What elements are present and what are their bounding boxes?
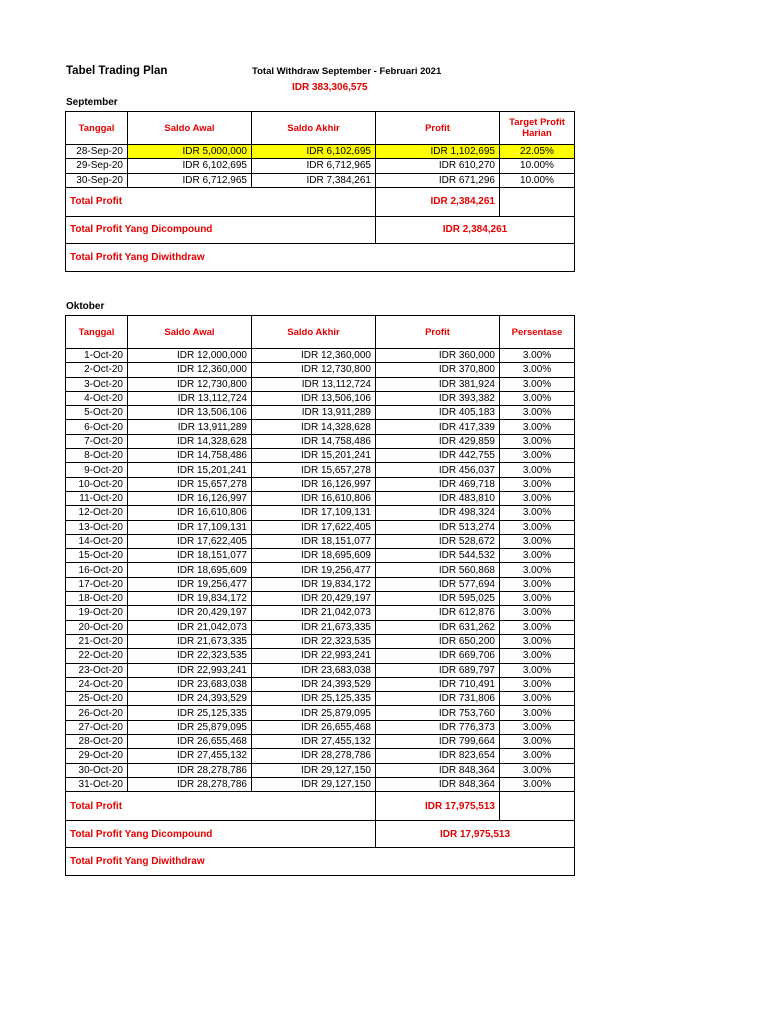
table-row [66, 706, 575, 720]
cell-date: 23-Oct-20 [66, 663, 128, 677]
table-row [66, 549, 575, 563]
compound-value: IDR 2,384,261 [376, 216, 575, 243]
cell-percent: 10.00% [500, 159, 575, 173]
cell-profit: IDR 442,755 [376, 449, 500, 463]
withdraw-label: Total Profit Yang Diwithdraw [66, 243, 575, 271]
table-row [66, 391, 575, 405]
cell-date: 5-Oct-20 [66, 406, 128, 420]
cell-saldo-akhir: IDR 29,127,150 [252, 763, 376, 777]
compound-row [66, 216, 575, 243]
cell-date: 20-Oct-20 [66, 620, 128, 634]
cell-saldo-awal: IDR 14,758,486 [128, 449, 252, 463]
table-row [66, 534, 575, 548]
cell-saldo-awal: IDR 17,622,405 [128, 534, 252, 548]
table-row [66, 363, 575, 377]
cell-date: 4-Oct-20 [66, 391, 128, 405]
table-row [66, 663, 575, 677]
cell-profit: IDR 799,664 [376, 735, 500, 749]
cell-saldo-awal: IDR 24,393,529 [128, 692, 252, 706]
cell-percent: 3.00% [500, 377, 575, 391]
cell-percent: 3.00% [500, 620, 575, 634]
cell-saldo-awal: IDR 25,125,335 [128, 706, 252, 720]
cell-profit: IDR 429,859 [376, 434, 500, 448]
cell-percent: 3.00% [500, 406, 575, 420]
cell-percent: 3.00% [500, 549, 575, 563]
cell-profit: IDR 689,797 [376, 663, 500, 677]
cell-date: 27-Oct-20 [66, 720, 128, 734]
withdraw-row [66, 848, 575, 876]
table-row [66, 159, 575, 173]
cell-profit: IDR 456,037 [376, 463, 500, 477]
cell-profit: IDR 848,364 [376, 777, 500, 791]
cell-percent: 3.00% [500, 592, 575, 606]
cell-percent: 3.00% [500, 677, 575, 691]
cell-profit: IDR 753,760 [376, 706, 500, 720]
withdraw-label: Total Profit Yang Diwithdraw [66, 848, 575, 876]
table-row [66, 649, 575, 663]
cell-saldo-akhir: IDR 19,256,477 [252, 563, 376, 577]
cell-date: 19-Oct-20 [66, 606, 128, 620]
cell-profit: IDR 544,532 [376, 549, 500, 563]
table-row [66, 520, 575, 534]
cell-percent: 3.00% [500, 735, 575, 749]
header-target: Target Profit Harian [500, 112, 575, 145]
table-row [66, 692, 575, 706]
cell-saldo-akhir: IDR 17,622,405 [252, 520, 376, 534]
cell-percent: 3.00% [500, 491, 575, 505]
cell-saldo-akhir: IDR 18,151,077 [252, 534, 376, 548]
cell-percent: 3.00% [500, 434, 575, 448]
header-profit: Profit [376, 316, 500, 349]
cell-saldo-akhir: IDR 12,360,000 [252, 349, 376, 363]
table-row [66, 577, 575, 591]
cell-percent: 3.00% [500, 520, 575, 534]
cell-date: 30-Oct-20 [66, 763, 128, 777]
table-row [66, 620, 575, 634]
cell-profit: IDR 528,672 [376, 534, 500, 548]
header-saldo-awal: Saldo Awal [128, 316, 252, 349]
cell-saldo-akhir: IDR 12,730,800 [252, 363, 376, 377]
cell-saldo-awal: IDR 17,109,131 [128, 520, 252, 534]
cell-saldo-awal: IDR 19,256,477 [128, 577, 252, 591]
cell-profit: IDR 823,654 [376, 749, 500, 763]
cell-saldo-akhir: IDR 7,384,261 [252, 173, 376, 187]
cell-saldo-akhir: IDR 24,393,529 [252, 677, 376, 691]
cell-profit: IDR 612,876 [376, 606, 500, 620]
cell-saldo-awal: IDR 26,655,468 [128, 735, 252, 749]
cell-date: 15-Oct-20 [66, 549, 128, 563]
cell-saldo-akhir: IDR 6,102,695 [252, 145, 376, 159]
compound-value: IDR 17,975,513 [376, 821, 575, 848]
cell-saldo-akhir: IDR 22,993,241 [252, 649, 376, 663]
table-row [66, 749, 575, 763]
table-row [66, 349, 575, 363]
table-row [66, 491, 575, 505]
cell-date: 14-Oct-20 [66, 534, 128, 548]
withdraw-title: Total Withdraw September - Februari 2021 [252, 66, 442, 77]
cell-saldo-akhir: IDR 16,126,997 [252, 477, 376, 491]
cell-saldo-awal: IDR 22,323,535 [128, 649, 252, 663]
cell-percent: 3.00% [500, 720, 575, 734]
cell-profit: IDR 405,183 [376, 406, 500, 420]
table-row [66, 477, 575, 491]
cell-saldo-awal: IDR 12,360,000 [128, 363, 252, 377]
table-row [66, 434, 575, 448]
cell-saldo-akhir: IDR 15,201,241 [252, 449, 376, 463]
table-row [66, 606, 575, 620]
cell-saldo-akhir: IDR 13,506,106 [252, 391, 376, 405]
table-row [66, 777, 575, 791]
table-row [66, 720, 575, 734]
cell-profit: IDR 610,270 [376, 159, 500, 173]
cell-date: 12-Oct-20 [66, 506, 128, 520]
cell-saldo-akhir: IDR 29,127,150 [252, 777, 376, 791]
cell-profit: IDR 1,102,695 [376, 145, 500, 159]
cell-profit: IDR 360,000 [376, 349, 500, 363]
cell-percent: 3.00% [500, 391, 575, 405]
cell-profit: IDR 381,924 [376, 377, 500, 391]
cell-percent: 3.00% [500, 363, 575, 377]
cell-date: 28-Oct-20 [66, 735, 128, 749]
cell-saldo-awal: IDR 20,429,197 [128, 606, 252, 620]
table-row [66, 449, 575, 463]
cell-date: 6-Oct-20 [66, 420, 128, 434]
total-profit-value: IDR 17,975,513 [376, 792, 500, 821]
cell-profit: IDR 513,274 [376, 520, 500, 534]
cell-date: 7-Oct-20 [66, 434, 128, 448]
cell-percent: 3.00% [500, 477, 575, 491]
cell-profit: IDR 631,262 [376, 620, 500, 634]
cell-profit: IDR 776,373 [376, 720, 500, 734]
cell-profit: IDR 595,025 [376, 592, 500, 606]
empty-cell [500, 187, 575, 216]
empty-cell [500, 792, 575, 821]
cell-percent: 3.00% [500, 563, 575, 577]
cell-date: 22-Oct-20 [66, 649, 128, 663]
cell-percent: 3.00% [500, 634, 575, 648]
cell-saldo-awal: IDR 16,610,806 [128, 506, 252, 520]
cell-saldo-awal: IDR 21,673,335 [128, 634, 252, 648]
header-profit: Profit [376, 112, 500, 145]
table-row [66, 677, 575, 691]
table-row [66, 634, 575, 648]
header-tanggal: Tanggal [66, 112, 128, 145]
cell-date: 30-Sep-20 [66, 173, 128, 187]
cell-saldo-awal: IDR 18,695,609 [128, 563, 252, 577]
withdraw-amount: IDR 383,306,575 [292, 82, 368, 93]
table-row [66, 563, 575, 577]
cell-profit: IDR 710,491 [376, 677, 500, 691]
cell-saldo-akhir: IDR 14,328,628 [252, 420, 376, 434]
cell-date: 9-Oct-20 [66, 463, 128, 477]
oktober-table [65, 315, 575, 876]
cell-percent: 3.00% [500, 663, 575, 677]
cell-saldo-akhir: IDR 21,042,073 [252, 606, 376, 620]
total-profit-row [66, 187, 575, 216]
cell-saldo-akhir: IDR 25,125,335 [252, 692, 376, 706]
cell-saldo-awal: IDR 12,000,000 [128, 349, 252, 363]
cell-percent: 3.00% [500, 577, 575, 591]
cell-saldo-akhir: IDR 13,112,724 [252, 377, 376, 391]
total-profit-label: Total Profit [66, 792, 376, 821]
compound-label: Total Profit Yang Dicompound [66, 216, 376, 243]
cell-saldo-akhir: IDR 15,657,278 [252, 463, 376, 477]
cell-saldo-awal: IDR 13,506,106 [128, 406, 252, 420]
cell-percent: 3.00% [500, 606, 575, 620]
cell-date: 18-Oct-20 [66, 592, 128, 606]
cell-profit: IDR 669,706 [376, 649, 500, 663]
cell-date: 3-Oct-20 [66, 377, 128, 391]
month-label-oktober: Oktober [66, 301, 105, 312]
compound-label: Total Profit Yang Dicompound [66, 821, 376, 848]
cell-saldo-awal: IDR 19,834,172 [128, 592, 252, 606]
cell-date: 17-Oct-20 [66, 577, 128, 591]
cell-percent: 22.05% [500, 145, 575, 159]
header-saldo-akhir: Saldo Akhir [252, 316, 376, 349]
cell-profit: IDR 560,868 [376, 563, 500, 577]
compound-row [66, 821, 575, 848]
cell-percent: 3.00% [500, 749, 575, 763]
page-title: Tabel Trading Plan [66, 65, 168, 77]
cell-date: 29-Sep-20 [66, 159, 128, 173]
cell-date: 1-Oct-20 [66, 349, 128, 363]
cell-saldo-akhir: IDR 18,695,609 [252, 549, 376, 563]
cell-saldo-awal: IDR 6,102,695 [128, 159, 252, 173]
cell-profit: IDR 671,296 [376, 173, 500, 187]
table-row [66, 506, 575, 520]
table-row [66, 377, 575, 391]
cell-percent: 3.00% [500, 506, 575, 520]
cell-saldo-akhir: IDR 19,834,172 [252, 577, 376, 591]
table-row [66, 463, 575, 477]
total-profit-row [66, 792, 575, 821]
cell-saldo-akhir: IDR 26,655,468 [252, 720, 376, 734]
cell-saldo-awal: IDR 27,455,132 [128, 749, 252, 763]
table-row [66, 173, 575, 187]
withdraw-row [66, 243, 575, 271]
header-saldo-akhir: Saldo Akhir [252, 112, 376, 145]
cell-date: 10-Oct-20 [66, 477, 128, 491]
cell-percent: 3.00% [500, 777, 575, 791]
cell-percent: 3.00% [500, 420, 575, 434]
cell-date: 31-Oct-20 [66, 777, 128, 791]
cell-saldo-awal: IDR 28,278,786 [128, 763, 252, 777]
cell-saldo-akhir: IDR 25,879,095 [252, 706, 376, 720]
cell-date: 24-Oct-20 [66, 677, 128, 691]
cell-profit: IDR 498,324 [376, 506, 500, 520]
cell-percent: 10.00% [500, 173, 575, 187]
cell-date: 8-Oct-20 [66, 449, 128, 463]
table-row [66, 592, 575, 606]
cell-profit: IDR 731,806 [376, 692, 500, 706]
cell-saldo-awal: IDR 12,730,800 [128, 377, 252, 391]
cell-saldo-awal: IDR 21,042,073 [128, 620, 252, 634]
total-profit-value: IDR 2,384,261 [376, 187, 500, 216]
cell-date: 28-Sep-20 [66, 145, 128, 159]
cell-percent: 3.00% [500, 706, 575, 720]
cell-date: 29-Oct-20 [66, 749, 128, 763]
cell-saldo-awal: IDR 15,657,278 [128, 477, 252, 491]
cell-saldo-akhir: IDR 28,278,786 [252, 749, 376, 763]
header-persentase: Persentase [500, 316, 575, 349]
cell-profit: IDR 393,382 [376, 391, 500, 405]
cell-percent: 3.00% [500, 463, 575, 477]
cell-date: 25-Oct-20 [66, 692, 128, 706]
cell-profit: IDR 469,718 [376, 477, 500, 491]
cell-percent: 3.00% [500, 692, 575, 706]
cell-profit: IDR 650,200 [376, 634, 500, 648]
cell-profit: IDR 370,800 [376, 363, 500, 377]
month-label-september: September [66, 97, 118, 108]
cell-saldo-akhir: IDR 14,758,486 [252, 434, 376, 448]
cell-saldo-akhir: IDR 16,610,806 [252, 491, 376, 505]
cell-saldo-awal: IDR 28,278,786 [128, 777, 252, 791]
cell-date: 2-Oct-20 [66, 363, 128, 377]
cell-profit: IDR 577,694 [376, 577, 500, 591]
total-profit-label: Total Profit [66, 187, 376, 216]
cell-saldo-awal: IDR 15,201,241 [128, 463, 252, 477]
cell-saldo-akhir: IDR 23,683,038 [252, 663, 376, 677]
cell-date: 26-Oct-20 [66, 706, 128, 720]
cell-saldo-awal: IDR 18,151,077 [128, 549, 252, 563]
cell-date: 11-Oct-20 [66, 491, 128, 505]
cell-date: 13-Oct-20 [66, 520, 128, 534]
cell-saldo-awal: IDR 23,683,038 [128, 677, 252, 691]
cell-saldo-akhir: IDR 13,911,289 [252, 406, 376, 420]
cell-saldo-akhir: IDR 20,429,197 [252, 592, 376, 606]
cell-saldo-akhir: IDR 22,323,535 [252, 634, 376, 648]
cell-percent: 3.00% [500, 449, 575, 463]
cell-saldo-akhir: IDR 6,712,965 [252, 159, 376, 173]
table-row [66, 735, 575, 749]
cell-saldo-awal: IDR 22,993,241 [128, 663, 252, 677]
cell-profit: IDR 417,339 [376, 420, 500, 434]
cell-percent: 3.00% [500, 649, 575, 663]
cell-saldo-akhir: IDR 21,673,335 [252, 620, 376, 634]
cell-saldo-akhir: IDR 17,109,131 [252, 506, 376, 520]
table-row [66, 406, 575, 420]
cell-saldo-awal: IDR 14,328,628 [128, 434, 252, 448]
cell-percent: 3.00% [500, 534, 575, 548]
cell-saldo-awal: IDR 16,126,997 [128, 491, 252, 505]
cell-saldo-awal: IDR 13,911,289 [128, 420, 252, 434]
table-header [66, 112, 575, 145]
table-row [66, 763, 575, 777]
cell-profit: IDR 483,810 [376, 491, 500, 505]
cell-percent: 3.00% [500, 763, 575, 777]
table-row [66, 145, 575, 159]
header-saldo-awal: Saldo Awal [128, 112, 252, 145]
cell-saldo-awal: IDR 6,712,965 [128, 173, 252, 187]
cell-saldo-awal: IDR 5,000,000 [128, 145, 252, 159]
cell-saldo-awal: IDR 25,879,095 [128, 720, 252, 734]
september-table [65, 111, 575, 272]
header-tanggal: Tanggal [66, 316, 128, 349]
cell-date: 21-Oct-20 [66, 634, 128, 648]
cell-percent: 3.00% [500, 349, 575, 363]
cell-saldo-awal: IDR 13,112,724 [128, 391, 252, 405]
table-header [66, 316, 575, 349]
cell-saldo-akhir: IDR 27,455,132 [252, 735, 376, 749]
cell-date: 16-Oct-20 [66, 563, 128, 577]
table-row [66, 420, 575, 434]
cell-profit: IDR 848,364 [376, 763, 500, 777]
